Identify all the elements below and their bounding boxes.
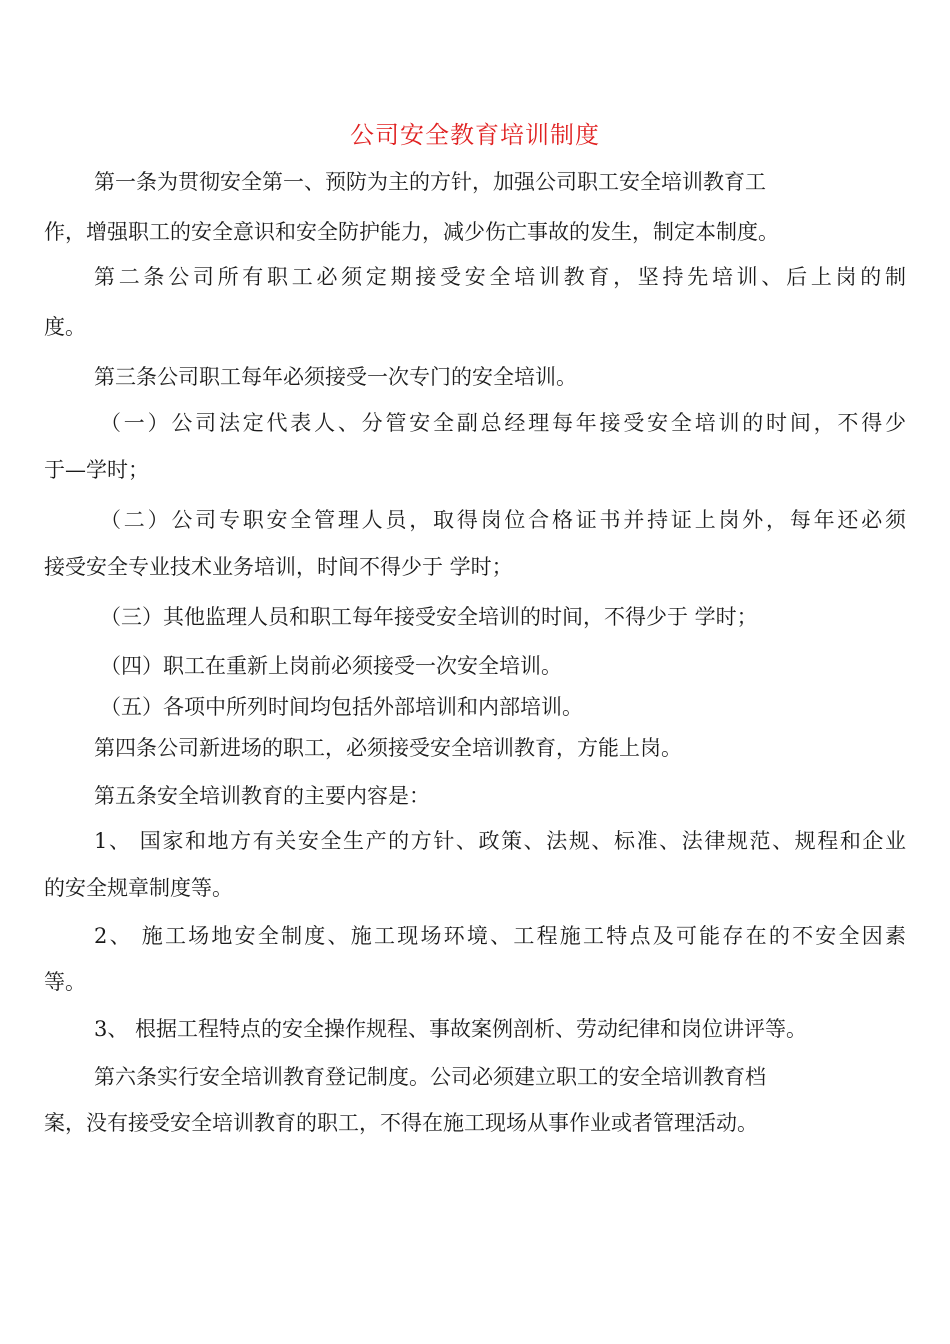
paragraph-line: 的安全规章制度等。 bbox=[44, 876, 233, 900]
paragraph-line: （一）公司法定代表人、分管安全副总经理每年接受安全培训的时间，不得少 bbox=[100, 411, 906, 435]
paragraph-line: 第二条公司所有职工必须定期接受安全培训教育，坚持先培训、后上岗的制 bbox=[94, 265, 906, 289]
paragraph-line: 接受安全专业技术业务培训，时间不得少于 学时； bbox=[44, 555, 513, 579]
paragraph-line: （二）公司专职安全管理人员，取得岗位合格证书并持证上岗外，每年还必须 bbox=[100, 508, 906, 532]
document-title: 公司安全教育培训制度 bbox=[350, 121, 600, 149]
paragraph-line: 1、 国家和地方有关安全生产的方针、政策、法规、标准、法律规范、规程和企业 bbox=[94, 829, 906, 853]
paragraph-line: （五）各项中所列时间均包括外部培训和内部培训。 bbox=[100, 695, 583, 719]
paragraph-line: 第五条安全培训教育的主要内容是： bbox=[94, 784, 430, 808]
paragraph-line: 3、 根据工程特点的安全操作规程、事故案例剖析、劳动纪律和岗位讲评等。 bbox=[94, 1017, 808, 1041]
paragraph-line: 第三条公司职工每年必须接受一次专门的安全培训。 bbox=[94, 365, 577, 389]
paragraph-line: （四）职工在重新上岗前必须接受一次安全培训。 bbox=[100, 654, 562, 678]
paragraph-line: （三）其他监理人员和职工每年接受安全培训的时间，不得少于 学时； bbox=[100, 605, 758, 629]
paragraph-line: 于—学时； bbox=[44, 458, 149, 482]
paragraph-line: 案，没有接受安全培训教育的职工，不得在施工现场从事作业或者管理活动。 bbox=[44, 1111, 758, 1135]
paragraph-line: 第一条为贯彻安全第一、预防为主的方针，加强公司职工安全培训教育工 bbox=[94, 170, 766, 194]
paragraph-line: 2、 施工场地安全制度、施工现场环境、工程施工特点及可能存在的不安全因素 bbox=[94, 924, 906, 948]
paragraph-line: 作，增强职工的安全意识和安全防护能力，减少伤亡事故的发生，制定本制度。 bbox=[44, 220, 779, 244]
paragraph-line: 第四条公司新进场的职工，必须接受安全培训教育，方能上岗。 bbox=[94, 736, 682, 760]
paragraph-line: 等。 bbox=[44, 970, 86, 994]
paragraph-line: 度。 bbox=[44, 315, 86, 339]
paragraph-line: 第六条实行安全培训教育登记制度。公司必须建立职工的安全培训教育档 bbox=[94, 1065, 766, 1089]
